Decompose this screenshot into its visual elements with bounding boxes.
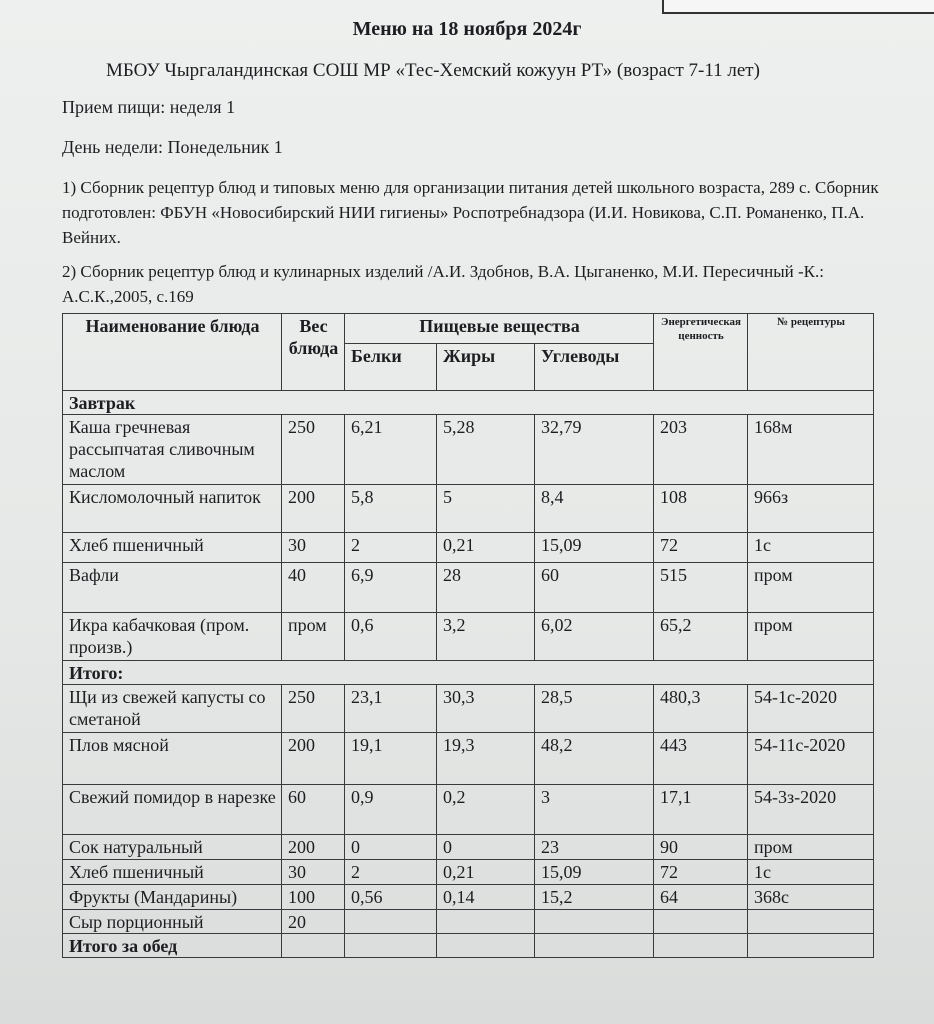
dish-weight: 250	[282, 415, 345, 485]
dish-recipe: 54-3з-2020	[748, 785, 874, 835]
dish-weight: 200	[282, 485, 345, 533]
day-line: День недели: Понедельник 1	[62, 137, 283, 157]
dish-protein: 2	[345, 533, 437, 563]
dish-recipe: 54-1с-2020	[748, 685, 874, 733]
table-row	[63, 910, 874, 934]
table-row	[63, 533, 874, 563]
dish-protein: 6,21	[345, 415, 437, 485]
dish-name: Каша гречневая рассыпчатая сливочным маслом	[63, 415, 282, 485]
dish-weight: 20	[282, 910, 345, 934]
header-protein: Белки	[345, 344, 437, 391]
dish-energy	[654, 910, 748, 934]
reference-2: 2) Сборник рецептур блюд и кулинарных изделий /А.И. Здобнов, В.А. Цыганенко, М.И. Пересичный -К.: А.С.К.,2005, с.169	[62, 262, 824, 306]
dish-recipe: пром	[748, 613, 874, 661]
dish-weight: 200	[282, 733, 345, 785]
dish-name: Плов мясной	[63, 733, 282, 785]
dish-name: Сыр порционный	[63, 910, 282, 934]
page-title: Меню на 18 ноября 2024г	[352, 18, 582, 40]
dish-protein: 0	[345, 835, 437, 860]
table-row	[63, 885, 874, 910]
dish-protein: 2	[345, 860, 437, 885]
dish-protein: 19,1	[345, 733, 437, 785]
dish-protein: 5,8	[345, 485, 437, 533]
dish-energy: 443	[654, 733, 748, 785]
dish-weight: 60	[282, 785, 345, 835]
dish-carbs: 48,2	[535, 733, 654, 785]
dish-name: Хлеб пшеничный	[63, 860, 282, 885]
dish-carbs: 6,02	[535, 613, 654, 661]
dish-name: Кисломолочный напиток	[63, 485, 282, 533]
dish-protein: 0,6	[345, 613, 437, 661]
dish-weight: 100	[282, 885, 345, 910]
dish-fat: 19,3	[437, 733, 535, 785]
dish-carbs	[535, 910, 654, 934]
dish-recipe: 966з	[748, 485, 874, 533]
table-row	[63, 485, 874, 533]
dish-energy: 72	[654, 860, 748, 885]
dish-weight: 40	[282, 563, 345, 613]
dish-recipe: 54-11с-2020	[748, 733, 874, 785]
dish-weight: 250	[282, 685, 345, 733]
dish-weight: 30	[282, 860, 345, 885]
dish-weight: 30	[282, 533, 345, 563]
dish-recipe: 1с	[748, 533, 874, 563]
table-row	[63, 733, 874, 785]
table-row	[63, 835, 874, 860]
dish-energy: 72	[654, 533, 748, 563]
dish-recipe: пром	[748, 563, 874, 613]
dish-recipe: пром	[748, 835, 874, 860]
lunch-total-label: Итого за обед	[63, 934, 282, 958]
table-row	[63, 785, 874, 835]
breakfast-label: Завтрак	[63, 391, 874, 415]
dish-fat: 5	[437, 485, 535, 533]
dish-carbs: 60	[535, 563, 654, 613]
header-carbs: Углеводы	[535, 344, 654, 391]
dish-name: Фрукты (Мандарины)	[63, 885, 282, 910]
header-nutrients: Пищевые вещества	[345, 314, 654, 344]
table-row	[63, 685, 874, 733]
dish-recipe	[748, 910, 874, 934]
dish-carbs: 23	[535, 835, 654, 860]
school-name: МБОУ Чыргаландинская СОШ МР «Тес-Хемский кожуун РТ» (возраст 7-11 лет)	[106, 60, 760, 81]
dish-fat	[437, 910, 535, 934]
dish-name: Хлеб пшеничный	[63, 533, 282, 563]
dish-energy: 515	[654, 563, 748, 613]
table-row	[63, 415, 874, 485]
dish-carbs: 8,4	[535, 485, 654, 533]
meal-line: Прием пищи: неделя 1	[62, 97, 236, 117]
dish-energy: 17,1	[654, 785, 748, 835]
dish-fat: 5,28	[437, 415, 535, 485]
dish-energy: 90	[654, 835, 748, 860]
table-row	[63, 860, 874, 885]
dish-fat: 28	[437, 563, 535, 613]
dish-recipe: 1с	[748, 860, 874, 885]
header-name: Наименование блюда	[63, 314, 282, 391]
dish-fat: 0	[437, 835, 535, 860]
header-fat: Жиры	[437, 344, 535, 391]
dish-carbs: 28,5	[535, 685, 654, 733]
breakfast-total-label: Итого:	[63, 661, 874, 685]
dish-fat: 0,14	[437, 885, 535, 910]
dish-name: Сок натуральный	[63, 835, 282, 860]
dish-name: Вафли	[63, 563, 282, 613]
header-recipe: № рецептуры	[748, 314, 874, 391]
breakfast-section	[63, 391, 874, 685]
dish-protein: 23,1	[345, 685, 437, 733]
table-row	[63, 563, 874, 613]
dish-weight: 200	[282, 835, 345, 860]
dish-protein: 0,9	[345, 785, 437, 835]
dish-protein	[345, 910, 437, 934]
dish-name: Икра кабачковая (пром. произв.)	[63, 613, 282, 661]
dish-name: Щи из свежей капусты со сметаной	[63, 685, 282, 733]
dish-fat: 30,3	[437, 685, 535, 733]
dish-fat: 0,21	[437, 533, 535, 563]
dish-recipe: 368с	[748, 885, 874, 910]
dish-protein: 6,9	[345, 563, 437, 613]
dish-fat: 0,21	[437, 860, 535, 885]
header-energy: Энергетическая ценность	[654, 314, 748, 391]
dish-recipe: 168м	[748, 415, 874, 485]
dish-energy: 64	[654, 885, 748, 910]
dish-carbs: 3	[535, 785, 654, 835]
dish-energy: 108	[654, 485, 748, 533]
dish-energy: 480,3	[654, 685, 748, 733]
dish-weight: пром	[282, 613, 345, 661]
dish-carbs: 15,2	[535, 885, 654, 910]
dish-carbs: 32,79	[535, 415, 654, 485]
dish-fat: 3,2	[437, 613, 535, 661]
dish-carbs: 15,09	[535, 533, 654, 563]
paper-corner-edge	[662, 0, 934, 14]
table-row	[63, 613, 874, 661]
dish-fat: 0,2	[437, 785, 535, 835]
lunch-section	[63, 685, 874, 958]
dish-energy: 203	[654, 415, 748, 485]
menu-table	[62, 313, 874, 958]
header-weight: Вес блюда	[282, 314, 345, 391]
reference-1: 1) Сборник рецептур блюд и типовых меню для организации питания детей школьного возраста, 289 с. Сборник подготовлен: ФБУН «Новосибирский НИИ гигиены» Роспотребнадзора (И.И. Новикова, С.П. Романенко, П.А. Вейних.	[62, 178, 879, 247]
dish-protein: 0,56	[345, 885, 437, 910]
dish-name: Свежий помидор в нарезке	[63, 785, 282, 835]
dish-carbs: 15,09	[535, 860, 654, 885]
dish-energy: 65,2	[654, 613, 748, 661]
